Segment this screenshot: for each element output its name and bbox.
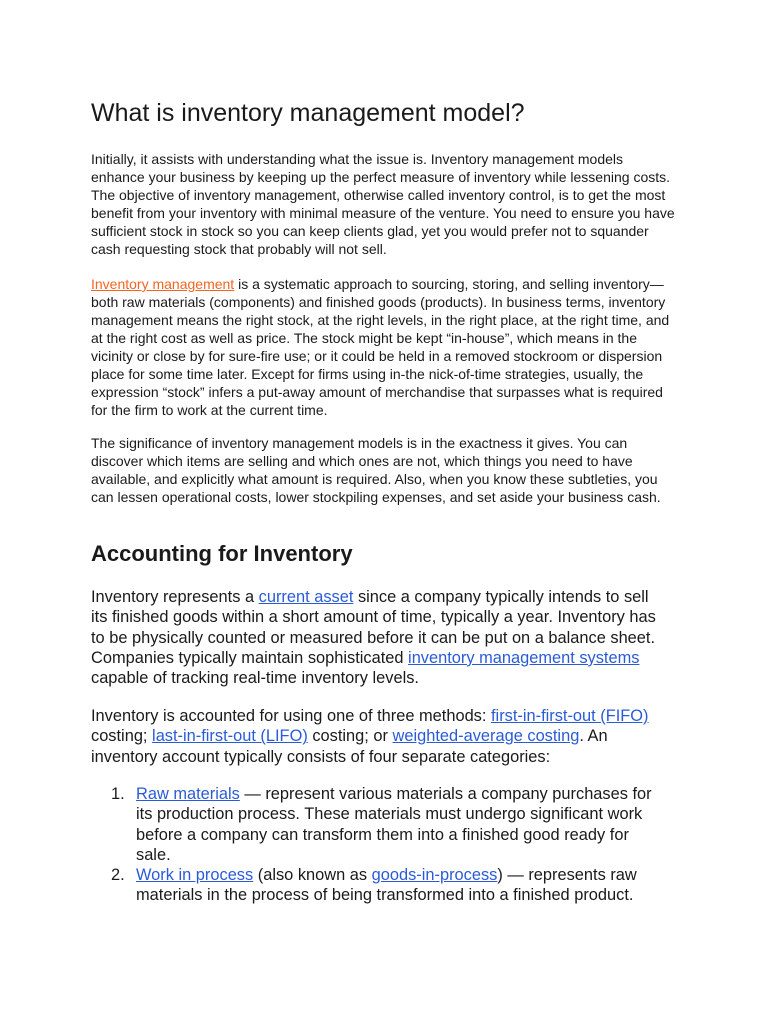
list-number: 1.: [111, 785, 125, 803]
fifo-link[interactable]: first-in-first-out (FIFO): [491, 707, 649, 725]
text-segment: Inventory represents a: [91, 588, 259, 606]
raw-materials-link[interactable]: Raw materials: [136, 785, 240, 803]
weighted-average-costing-link[interactable]: weighted-average costing: [392, 727, 580, 746]
list-item: [91, 784, 666, 865]
list-item-text: — represent various materials a company purchases for its production process. These materials must undergo significant work before a company can transform them into a finished good ready for sale.: [136, 785, 652, 864]
paragraph-intro: Initially, it assists with understanding what the issue is. Inventory management models enhance your business by keeping up the perfect measure of inventory while lessening costs. The objective of inventory management, otherwise called inventory control, is to get the most benefit from your inventory with minimal measure of the venture. You need to ensure you have sufficient stock in stock so you can keep clients glad, yet you would prefer not to squander cash requesting stock that probably will not sell.: [91, 151, 675, 257]
paragraph-methods: [91, 706, 665, 767]
paragraph-definition: [91, 275, 679, 419]
lifo-link[interactable]: last-in-first-out (LIFO): [152, 727, 308, 746]
inventory-categories-list: [91, 784, 691, 906]
text-segment: Inventory is accounted for using one of three methods:: [91, 707, 491, 725]
list-item-text: (also known as: [253, 866, 372, 885]
list-item: [91, 865, 666, 906]
list-item-text: ) — represents raw materials in the process of being transformed into a finished product.: [136, 866, 637, 905]
paragraph-current-asset: [91, 587, 665, 688]
inventory-management-systems-link[interactable]: inventory management systems: [408, 648, 640, 667]
goods-in-process-link[interactable]: goods-in-process: [371, 866, 498, 885]
page-title: What is inventory management model?: [91, 99, 525, 127]
current-asset-link[interactable]: current asset: [258, 588, 354, 606]
section-heading-accounting: Accounting for Inventory: [91, 541, 353, 566]
text-segment: . An inventory account typically consists of four separate categories:: [91, 727, 608, 766]
text-segment: costing; or: [307, 727, 393, 746]
work-in-process-link[interactable]: Work in process: [136, 866, 254, 885]
text-segment: costing;: [91, 727, 153, 746]
list-number: 2.: [111, 866, 125, 885]
text-segment: since a company typically intends to sell its finished goods within a short amount of time, typically a year. Inventory has to be physically counted or measured before it can be put on a balance sheet. Companies typically maintain sophisticated: [91, 588, 656, 667]
paragraph-significance: The significance of inventory management models is in the exactness it gives. You can discover which items are selling and which ones are not, which things you need to have available, and explicitly what amount is required. Also, when you know these subtleties, you can lessen operational costs, lower stockpiling expenses, and set aside your business cash.: [91, 435, 661, 505]
text-segment: capable of tracking real-time inventory levels.: [91, 669, 419, 688]
inventory-management-link[interactable]: Inventory management: [91, 276, 235, 292]
paragraph-definition-text: is a systematic approach to sourcing, storing, and selling inventory—both raw materials (components) and finished goods (products). In business terms, inventory management means the right stock, at the right levels, in the right place, at the right time, and at the right cost as well as price. The stock might be kept “in-house”, which means in the vicinity or close by for sure-fire use; or it could be held in a removed stockroom or dispersion place for some time later. Except for firms using in-the nick-of-time strategies, usually, the expression “stock” infers a put-away amount of merchandise that surpasses what is required for the firm to work at the current time.: [91, 276, 670, 418]
